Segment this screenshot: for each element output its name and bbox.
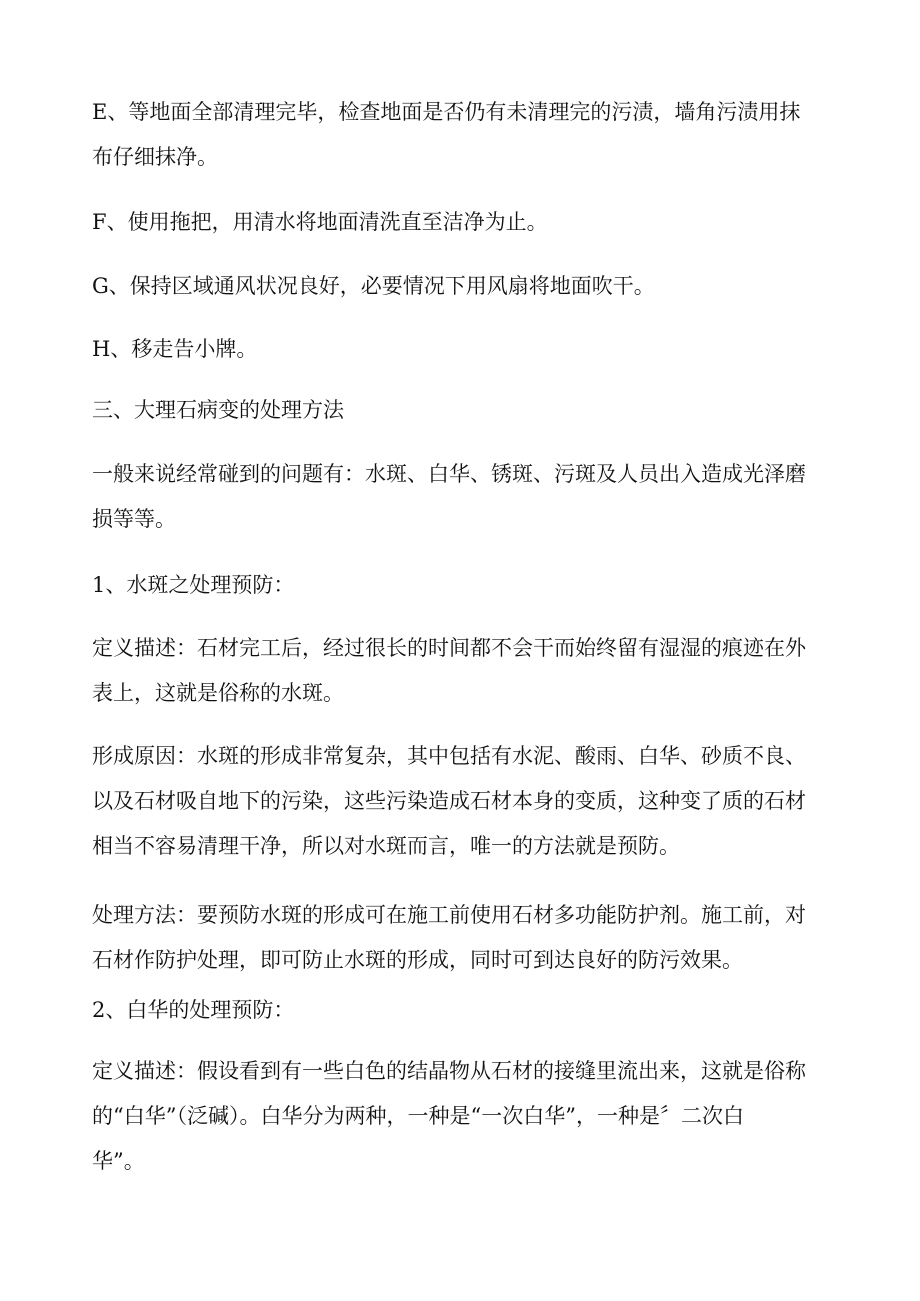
paragraph-efflorescence-definition [92,1049,830,1184]
text-line: 以及石材吸自地下的污染，这些污染造成石材本身的变质，这种变了质的石材 [92,789,806,813]
text-line: 华”。 [92,1149,145,1173]
text-line: 1、水斑之处理预防： [92,573,295,597]
paragraph-e-clean-floor [92,90,830,180]
subheading-water-stain [92,563,830,608]
paragraph-water-stain-treatment [92,893,830,983]
text-line: 的“白华”（泛碱）。白华分为两种，一种是“一次白华”，一种是〞二次白 [92,1104,744,1128]
paragraph-water-stain-cause [92,734,830,869]
text-line: H、移走告小牌。 [92,337,258,361]
text-line: 2、白华的处理预防： [92,998,295,1022]
text-line: 损等等。 [92,507,176,531]
subheading-efflorescence [92,988,830,1033]
section-heading-3 [92,388,830,433]
text-line: 定义描述：石材完工后，经过很长的时间都不会干而始终留有湿湿的痕迹在外 [92,636,806,660]
text-line: 表上，这就是俗称的水斑。 [92,681,344,705]
text-line: 石材作防护处理，即可防止水斑的形成，同时可到达良好的防污效果。 [92,948,743,972]
text-line: F、使用拖把，用清水将地面清洗直至洁净为止。 [92,210,548,234]
paragraph-water-stain-definition [92,626,830,716]
paragraph-f-mop [92,200,830,245]
text-line: 形成原因：水斑的形成非常复杂，其中包括有水泥、酸雨、白华、砂质不良、 [92,744,806,768]
text-line: G、保持区域通风状况良好，必要情况下用风扇将地面吹干。 [92,274,655,298]
text-line: 布仔细抹净。 [92,145,218,169]
paragraph-common-problems [92,452,830,542]
text-line: 三、大理石病变的处理方法 [92,398,344,422]
text-line: 处理方法：要预防水斑的形成可在施工前使用石材多功能防护剂。施工前，对 [92,903,806,927]
text-line: 定义描述：假设看到有一些白色的结晶物从石材的接缝里流出来，这就是俗称 [92,1059,806,1083]
text-line: 相当不容易清理干净，所以对水斑而言，唯一的方法就是预防。 [92,834,680,858]
text-line: 一般来说经常碰到的问题有：水斑、白华、锈斑、污斑及人员出入造成光泽磨 [92,462,806,486]
paragraph-h-remove-sign [92,327,830,372]
text-line: E、等地面全部清理完毕，检查地面是否仍有未清理完的污渍，墙角污渍用抹 [92,100,801,124]
paragraph-g-ventilation [92,264,830,309]
